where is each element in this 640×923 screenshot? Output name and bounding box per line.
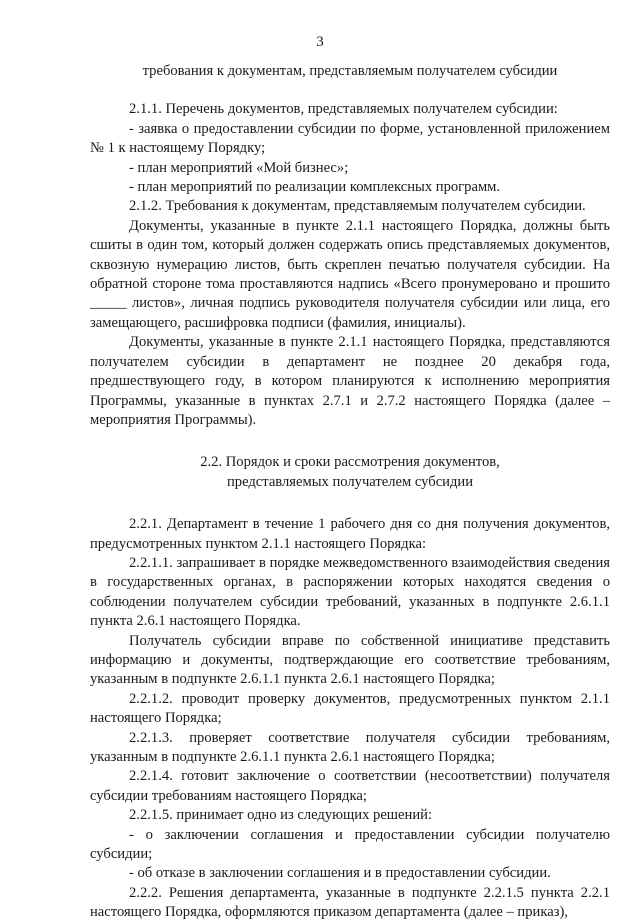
paragraph: 2.2.1.5. принимает одно из следующих решений: <box>129 807 432 824</box>
page-number: 3 <box>316 34 324 50</box>
list-item: - о заключении соглашения и предоставлении субсидии получателю субсидии; <box>90 826 610 863</box>
paragraph: Документы, указанные в пункте 2.1.1 настоящего Порядка, представляются получателем субсидии в департамент не позднее 20 декабря года, предшествующего году, в котором планируются к исполнению мероприятия Программы, указанные в пунктах 2.7.1 и 2.7.2 настоящего Порядка (далее – мероприятия Программы). <box>90 334 610 428</box>
document-body <box>90 62 610 923</box>
spacer <box>90 430 610 453</box>
paragraph: 2.2.1.1. запрашивает в порядке межведомственного взаимодействия сведения в государственных органах, в распоряжении которых находятся сведения о соблюдении получателем субсидии требований, указанных в подпункте 2.6.1.1 пункта 2.6.1 настоящего Порядка. <box>90 554 610 630</box>
list-item: - план мероприятий «Мой бизнес»; <box>129 159 349 176</box>
paragraph: 2.2.1. Департамент в течение 1 рабочего дня со дня получения документов, предусмотренных пунктом 2.1.1 настоящего Порядка: <box>90 516 610 552</box>
list-item: - заявка о предоставлении субсидии по форме, установленной приложением № 1 к настоящему Порядку; <box>90 120 610 157</box>
paragraph: 2.2.1.2. проводит проверку документов, предусмотренных пунктом 2.1.1 настоящего Порядка; <box>90 690 610 727</box>
paragraph: 2.2.2. Решения департамента, указанные в подпункте 2.2.1.5 пункта 2.2.1 настоящего Порядка, оформляются приказом департамента (далее – приказ), <box>90 884 610 921</box>
paragraph: Получатель субсидии вправе по собственной инициативе представить информацию и документы, подтверждающие его соответствие требованиям, указанным в подпункте 2.6.1.1 пункта 2.6.1 настоящего Порядка; <box>90 632 610 688</box>
paragraph: 2.2.1.4. готовит заключение о соответствии (несоответствии) получателя субсидии требованиям настоящего Порядка; <box>90 768 610 804</box>
continued-heading-line: требования к документам, представляемым получателем субсидии <box>142 63 558 79</box>
section-211-title: 2.1.1. Перечень документов, представляемых получателем субсидии: <box>129 101 558 118</box>
paragraph: 2.2.1.3. проверяет соответствие получателя субсидии требованиям, указанным в подпункте 2.6.1.1 пункта 2.6.1 настоящего Порядка; <box>90 729 610 765</box>
list-item: - план мероприятий по реализации комплексных программ. <box>129 179 501 196</box>
section-22-heading-line1: 2.2. Порядок и сроки рассмотрения документов, <box>200 454 500 471</box>
spacer <box>90 81 610 100</box>
paragraph: Документы, указанные в пункте 2.1.1 настоящего Порядка, должны быть сшиты в один том, который должен содержать опись представляемых документов, сквозную нумерацию листов, быть скреплен печатью получателя субсидии. На обратной стороне тома проставляются надпись «Всего пронумеровано и прошито _____ листов», личная подпись руководителя получателя субсидии или лица, его замещающего, расшифровка подписи (фамилия, инициалы). <box>90 217 610 331</box>
spacer <box>90 492 610 515</box>
section-212-title: 2.1.2. Требования к документам, представляемым получателем субсидии. <box>129 198 586 215</box>
section-22-heading-line2: представляемых получателем субсидии <box>226 473 474 490</box>
list-item: - об отказе в заключении соглашения и в предоставлении субсидии. <box>129 865 551 882</box>
